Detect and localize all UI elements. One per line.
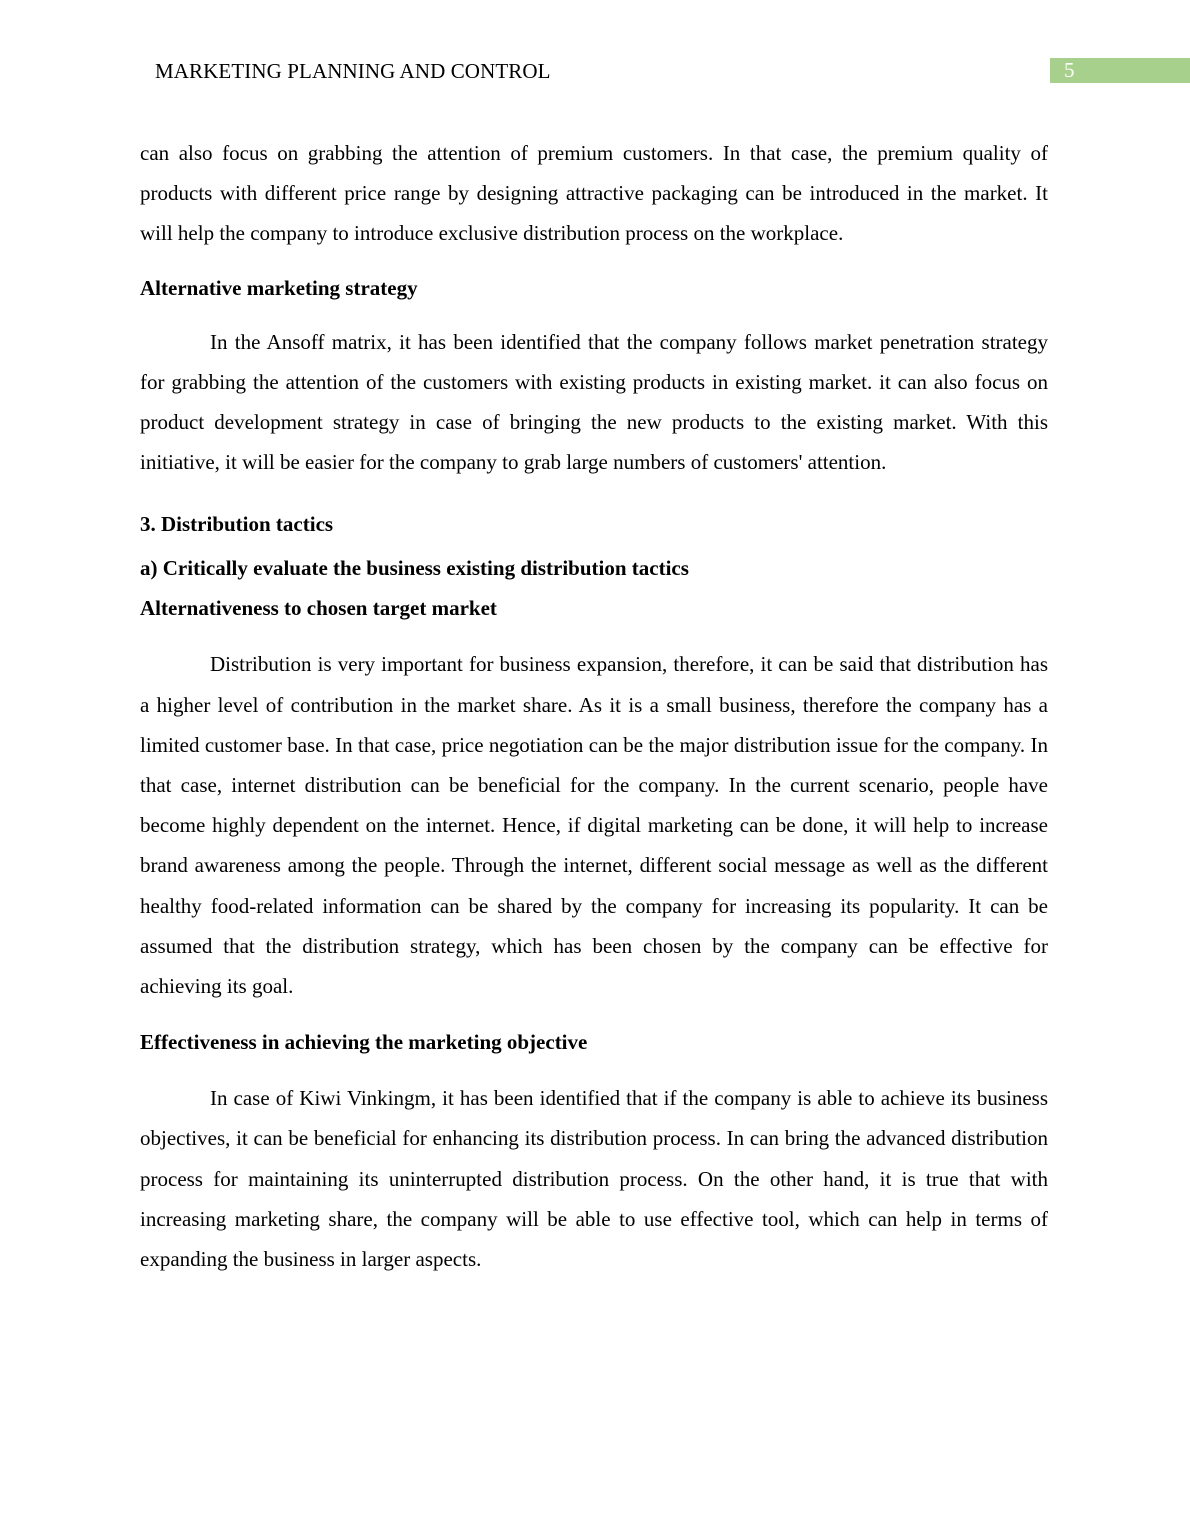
heading-evaluate-distribution-tactics: a) Critically evaluate the business existing distribution tactics (140, 556, 689, 581)
running-header-title: MARKETING PLANNING AND CONTROL (155, 59, 551, 83)
heading-effectiveness-marketing-objective: Effectiveness in achieving the marketing objective (140, 1030, 588, 1055)
heading-alternativeness-target-market: Alternativeness to chosen target market (140, 596, 497, 621)
document-body (140, 133, 1048, 1279)
heading-distribution-tactics: 3. Distribution tactics (140, 512, 334, 537)
paragraph-kiwi-vinkingm: In case of Kiwi Vinkingm, it has been identified that if the company is able to achieve its business objectives, it can be beneficial for enhancing its distribution process. In can bring the advanced distribution process for maintaining its uninterrupted distribution process. On the other hand, it is true that with increasing marketing share, the company will be able to use effective tool, which can help in terms of expanding the business in larger aspects. (140, 1086, 1048, 1272)
page-number: 5 (1064, 58, 1075, 82)
paragraph-distribution-importance: Distribution is very important for business expansion, therefore, it can be said that distribution has a higher level of contribution in the market share. As it is a small business, therefore the company has a limited customer base. In that case, price negotiation can be the major distribution issue for the company. In that case, internet distribution can be beneficial for the company. In the current scenario, people have become highly dependent on the internet. Hence, if digital marketing can be done, it will help to increase brand awareness among the people. Through the internet, different social message as well as the different healthy food-related information can be shared by the company for increasing its popularity. It can be assumed that the distribution strategy, which has been chosen by the company can be effective for achieving its goal. (140, 652, 1048, 999)
paragraph-ansoff-matrix: In the Ansoff matrix, it has been identified that the company follows market penetration strategy for grabbing the attention of the customers with existing products in existing market. it can also focus on product development strategy in case of bringing the new products to the existing market. With this initiative, it will be easier for the company to grab large numbers of customers' attention. (140, 329, 1048, 475)
paragraph-premium-customers: can also focus on grabbing the attention of premium customers. In that case, the premium quality of products with different price range by designing attractive packaging can be introduced in the market. It will help the company to introduce exclusive distribution process on the workplace. (140, 141, 1048, 246)
page-number-badge (1050, 58, 1190, 83)
heading-alternative-marketing-strategy: Alternative marketing strategy (140, 275, 418, 300)
